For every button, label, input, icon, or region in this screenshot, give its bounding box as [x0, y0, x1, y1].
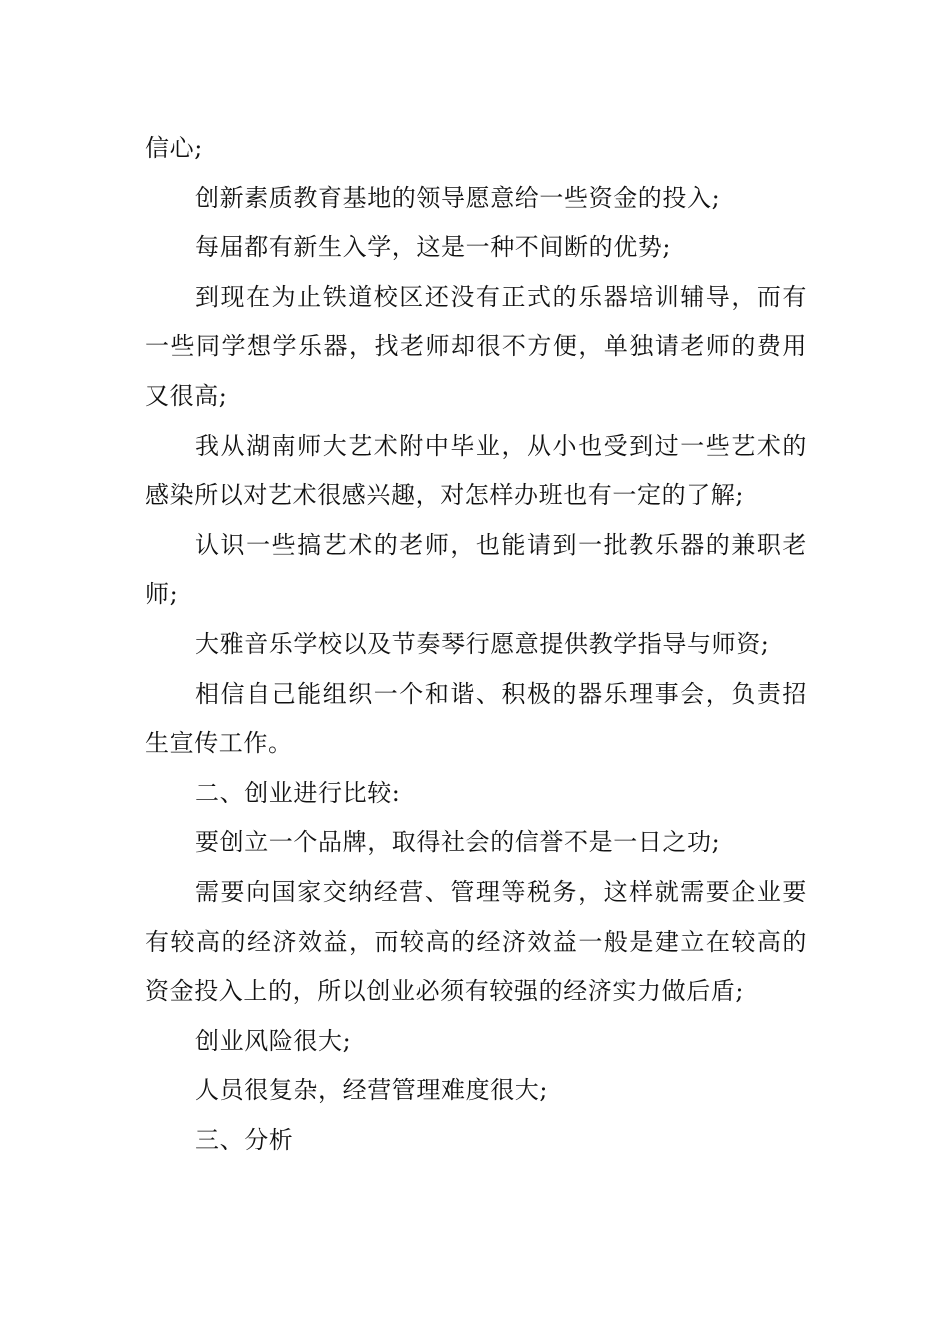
paragraph: 每届都有新生入学，这是一种不间断的优势;	[195, 233, 672, 262]
paragraph: 大雅音乐学校以及节奏琴行愿意提供教学指导与师资;	[195, 629, 770, 658]
section-heading: 二、创业进行比较:	[195, 778, 401, 807]
paragraph: 相信自己能组织一个和谐、积极的器乐理事会，负责招生宣传工作。	[145, 679, 807, 758]
paragraph: 认识一些搞艺术的老师，也能请到一批教乐器的兼职老师;	[145, 530, 807, 609]
paragraph: 到现在为止铁道校区还没有正式的乐器培训辅导，而有一些同学想学乐器，找老师却很不方便，单独请老师的费用又很高;	[145, 282, 807, 410]
paragraph: 我从湖南师大艺术附中毕业，从小也受到过一些艺术的感染所以对艺术很感兴趣，对怎样办班也有一定的了解;	[145, 431, 807, 510]
paragraph-continuation: 信心;	[145, 134, 203, 162]
section-heading: 三、分析	[195, 1125, 294, 1154]
paragraph: 人员很复杂，经营管理难度很大;	[195, 1076, 549, 1105]
paragraph: 创业风险很大;	[195, 1026, 352, 1055]
paragraph: 创新素质教育基地的领导愿意给一些资金的投入;	[195, 183, 721, 212]
paragraph: 要创立一个品牌，取得社会的信誉不是一日之功;	[195, 828, 721, 857]
document-page	[145, 124, 807, 1165]
paragraph: 需要向国家交纳经营、管理等税务，这样就需要企业要有较高的经济效益，而较高的经济效益一般是建立在较高的资金投入上的，所以创业必须有较强的经济实力做后盾;	[145, 877, 807, 1006]
